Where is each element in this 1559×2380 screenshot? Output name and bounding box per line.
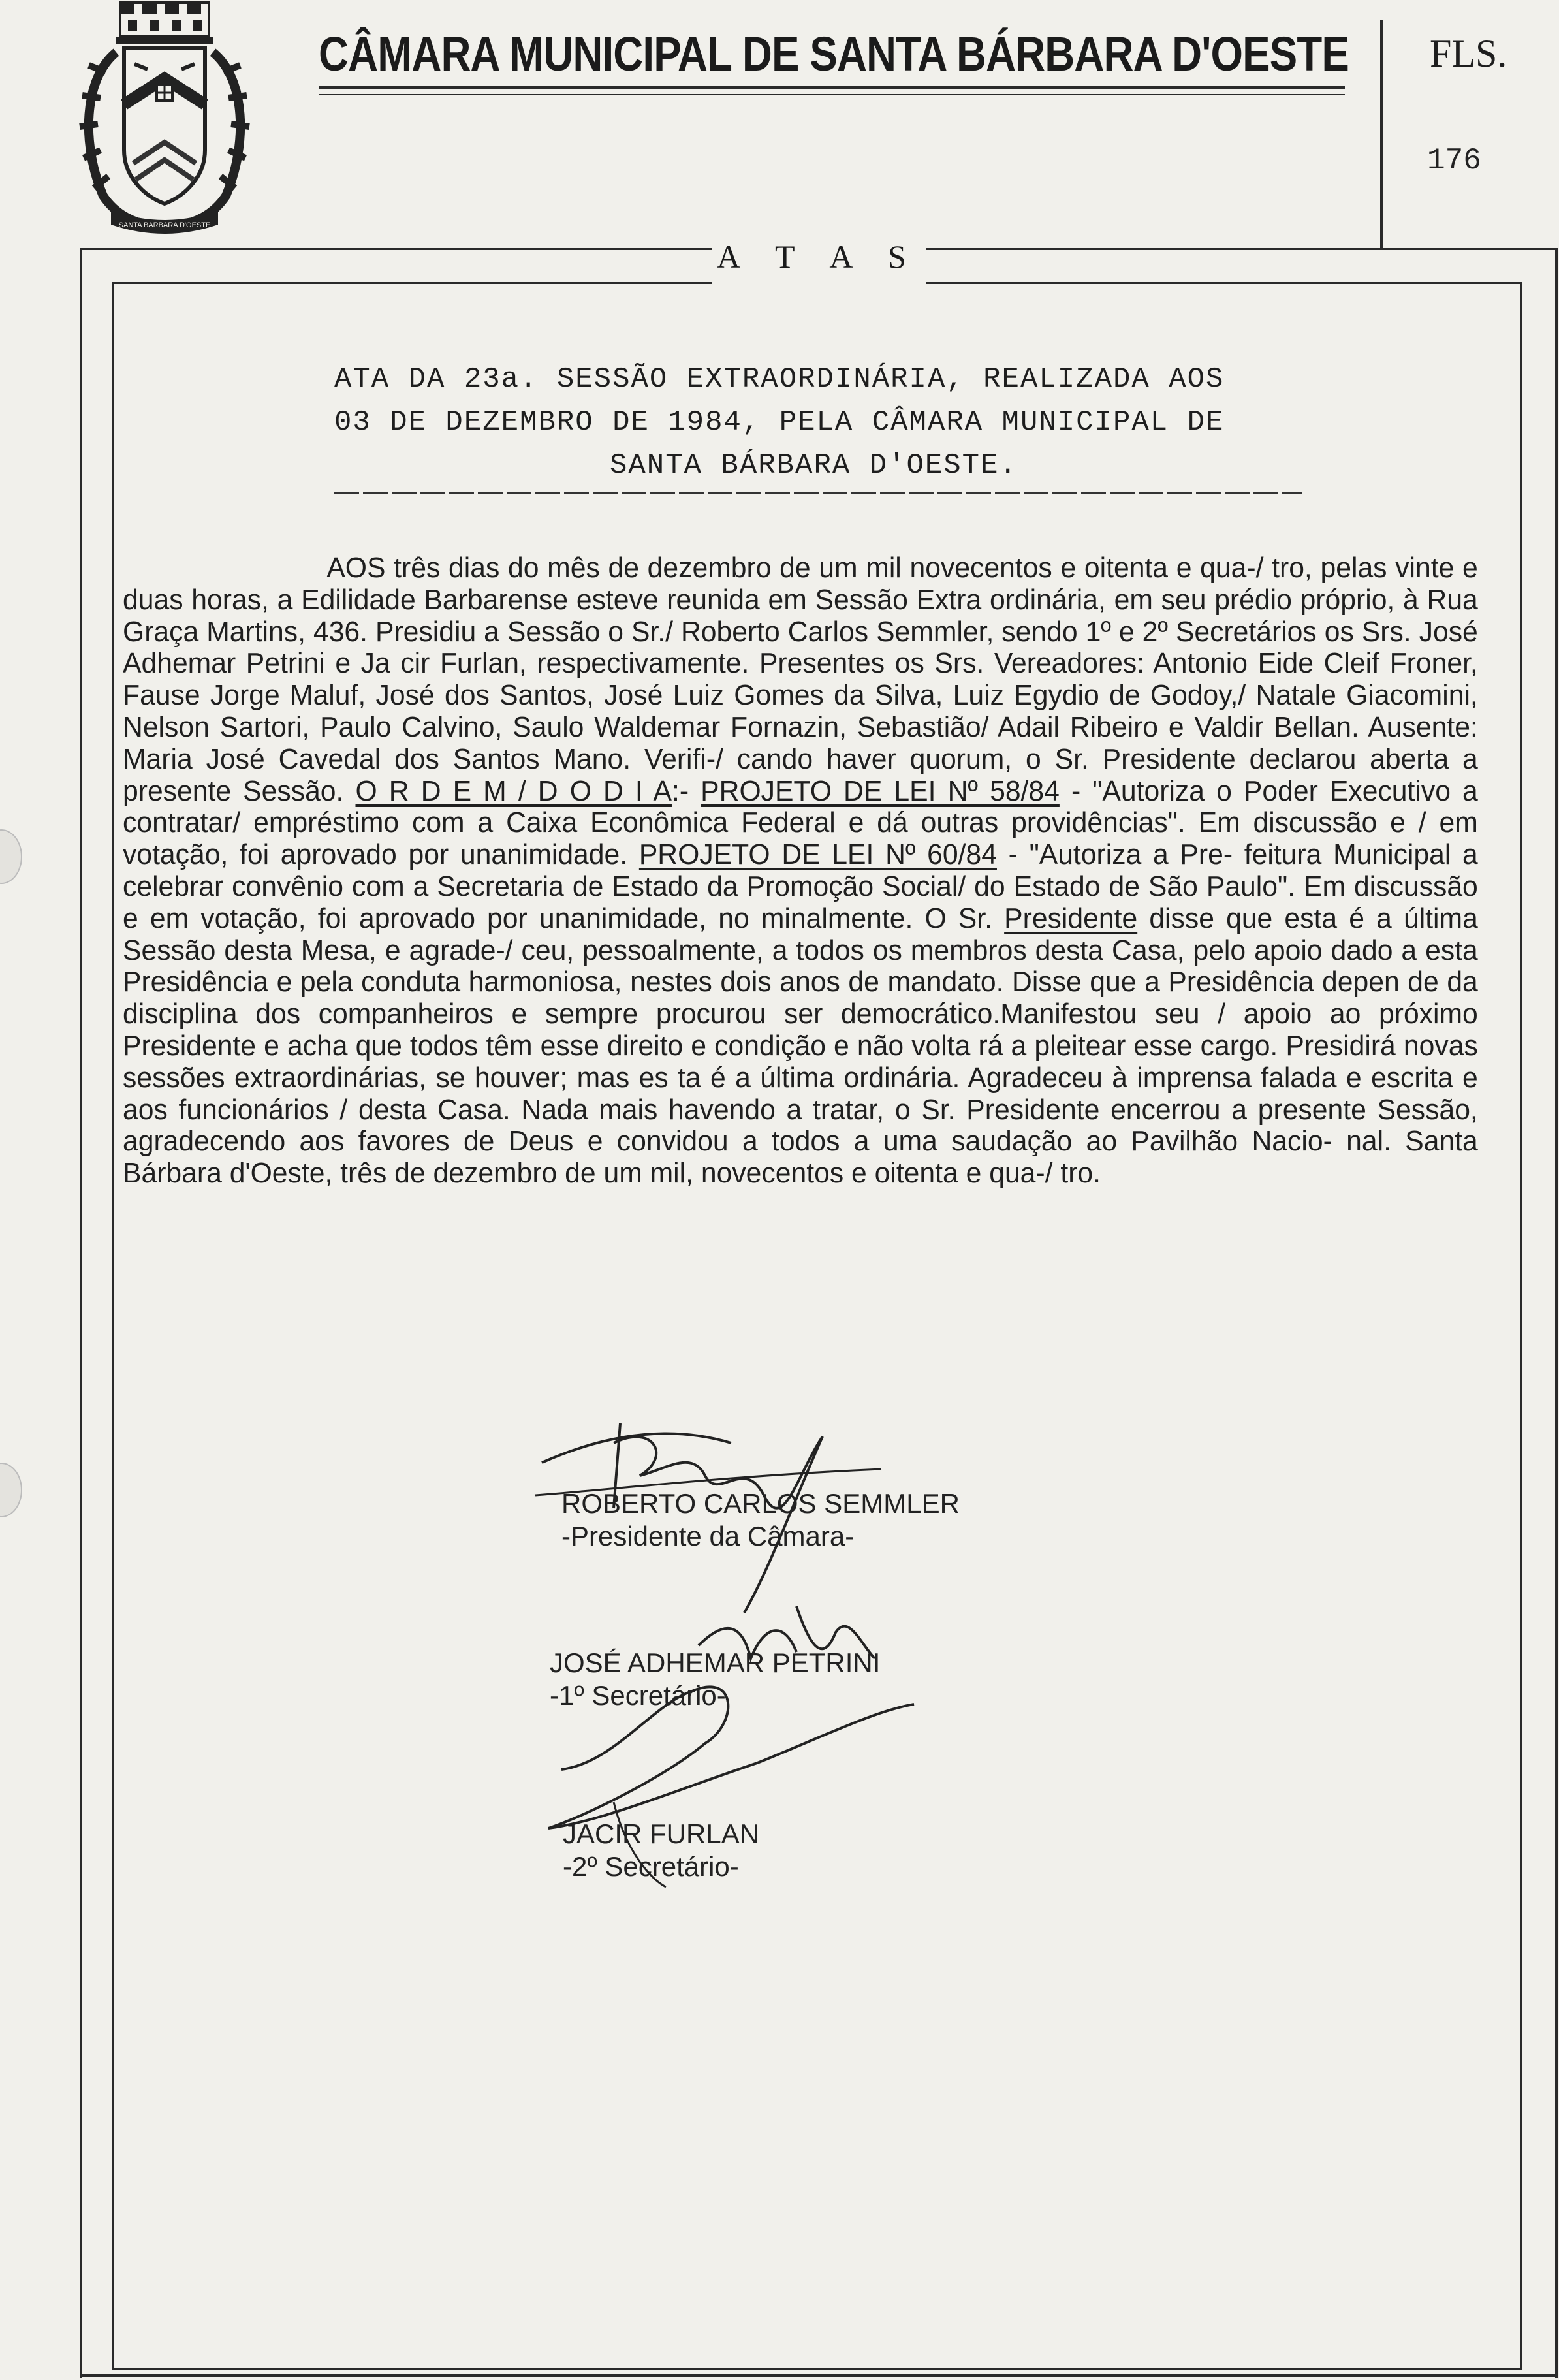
page-number: 176 — [1427, 144, 1481, 178]
body-text-fragment: - "Autoriza a Pre- feitura Municipal a celebrar convênio com a Secretaria de Estado da Promoção Social/ do Estado de São Paulo". Em discussão e em votação, foi aprovado por unanimidade, no minalmente. O Sr. — [123, 838, 1478, 934]
record-heading-line: SANTA BÁRBARA D'OESTE. — [610, 449, 1018, 482]
page-title: CÂMARA MUNICIPAL DE SANTA BÁRBARA D'OESTE — [319, 27, 1349, 81]
frame-line — [80, 248, 712, 250]
body-text-fragment: - "Autoriza o Poder Executivo a contratar/ empréstimo com a Caixa Econômica Federal e dá outras providências". Em discussão e / em votação, foi aprovado por unanimidade. — [123, 774, 1478, 871]
signature-president — [561, 1487, 960, 1553]
record-heading-line: 03 DE DEZEMBRO DE 1984, PELA CÂMARA MUNICIPAL DE — [334, 406, 1225, 439]
frame-line — [80, 2374, 1558, 2377]
section-label: A T A S — [717, 238, 921, 275]
signatory-role: -Presidente da Câmara- — [561, 1521, 855, 1551]
punch-hole — [0, 829, 22, 884]
signatory-name: JOSÉ ADHEMAR PETRINI — [550, 1647, 881, 1678]
body-paragraph: AOS três dias do mês de dezembro de um mil novecentos e oitenta e qua-/ tro, pelas vinte e duas horas, a Edilidade Barbarense esteve reunida em Sessão Extra ordinária, em seu prédio próprio, à Rua Graça Martins, 436. Presidiu a Sessão o Sr./ Roberto Carlos Semmler, sendo 1º e 2º Secretários os Srs. José Adhemar Petrini e Ja cir Furlan, respectivamente. Presentes os Srs. Vereadores: Antonio Eide Cleif Froner, Fause Jorge Maluf, José dos Santos, José Luiz Gomes da Silva, Luiz Egydio de Godoy,/ Natale Giacomini, Nelson Sartori, Paulo Calvino, Saulo Waldemar Fornazin, Sebastião/ Adail Ribeiro e Valdir Bellan. Ausente: Maria José Cavedal dos Santos Mano. Verifi-/ cando haver quorum, o Sr. Presidente declarou aberta a presente Sessão. — [123, 552, 1478, 807]
municipal-coat-of-arms-icon — [77, 0, 252, 242]
frame-line — [112, 282, 114, 2369]
presidente-word: Presidente — [1004, 902, 1138, 934]
ordem-do-dia: O R D E M / D O D I A — [355, 774, 672, 807]
body-text-fragment: disse que esta é a última Sessão desta Mesa, e agrade-/ ceu, pessoalmente, a todos os membros desta Casa, pelo apoio dado a esta Presidência e pela conduta harmoniosa, nestes dois anos de mandato. Disse que a Presidência depen de da disciplina dos companheiros e sempre procurou ser democrático.Manifestou seu / apoio ao próximo Presidente e acha que todos têm esse direito e condição e não volta rá a pleitear esse cargo. Presidirá novas sessões extraordinárias, se houver; mas es ta é a última ordinária. Agradeceu à imprensa falada e escrita e aos funcionários / desta Casa. Nada mais havendo a tratar, o Sr. Presidente encerrou a presente Sessão, agradecendo aos favores de Deus e convidou a todos a uma saudação ao Pavilhão Nacio- nal. Santa Bárbara d'Oeste, três de dezembro de um mil, novecentos e oitenta e qua-/ tro. — [123, 902, 1478, 1190]
signatory-role: -2º Secretário- — [563, 1851, 739, 1882]
punch-hole — [0, 1463, 22, 1517]
header-rule — [319, 86, 1345, 89]
bill-reference: PROJETO DE LEI Nº 58/84 — [701, 774, 1060, 807]
frame-line — [80, 248, 82, 2378]
body-text-fragment: :- — [671, 774, 689, 807]
header-rule-thin — [319, 94, 1345, 95]
record-heading-line: ATA DA 23a. SESSÃO EXTRAORDINÁRIA, REALIZADA AOS — [334, 363, 1225, 396]
frame-line — [112, 2368, 1522, 2370]
bill-reference: PROJETO DE LEI Nº 60/84 — [638, 838, 997, 871]
frame-line — [926, 248, 1558, 250]
frame-line — [926, 282, 1522, 284]
heading-underline — [334, 492, 1302, 494]
frame-line — [112, 282, 712, 284]
signature-first-secretary — [550, 1647, 880, 1712]
fls-divider — [1380, 20, 1383, 248]
record-body — [123, 552, 1478, 1190]
record-heading — [334, 358, 1314, 487]
svg-text:SANTA BARBARA D'OESTE: SANTA BARBARA D'OESTE — [118, 221, 211, 229]
signatory-name: ROBERTO CARLOS SEMMLER — [561, 1488, 960, 1519]
signature-second-secretary — [563, 1818, 759, 1883]
signatory-name: JACIR FURLAN — [563, 1818, 760, 1849]
fls-label: FLS. — [1430, 32, 1507, 75]
signatory-role: -1º Secretário- — [550, 1680, 726, 1711]
frame-line — [1520, 282, 1522, 2369]
frame-line — [1555, 248, 1558, 2378]
